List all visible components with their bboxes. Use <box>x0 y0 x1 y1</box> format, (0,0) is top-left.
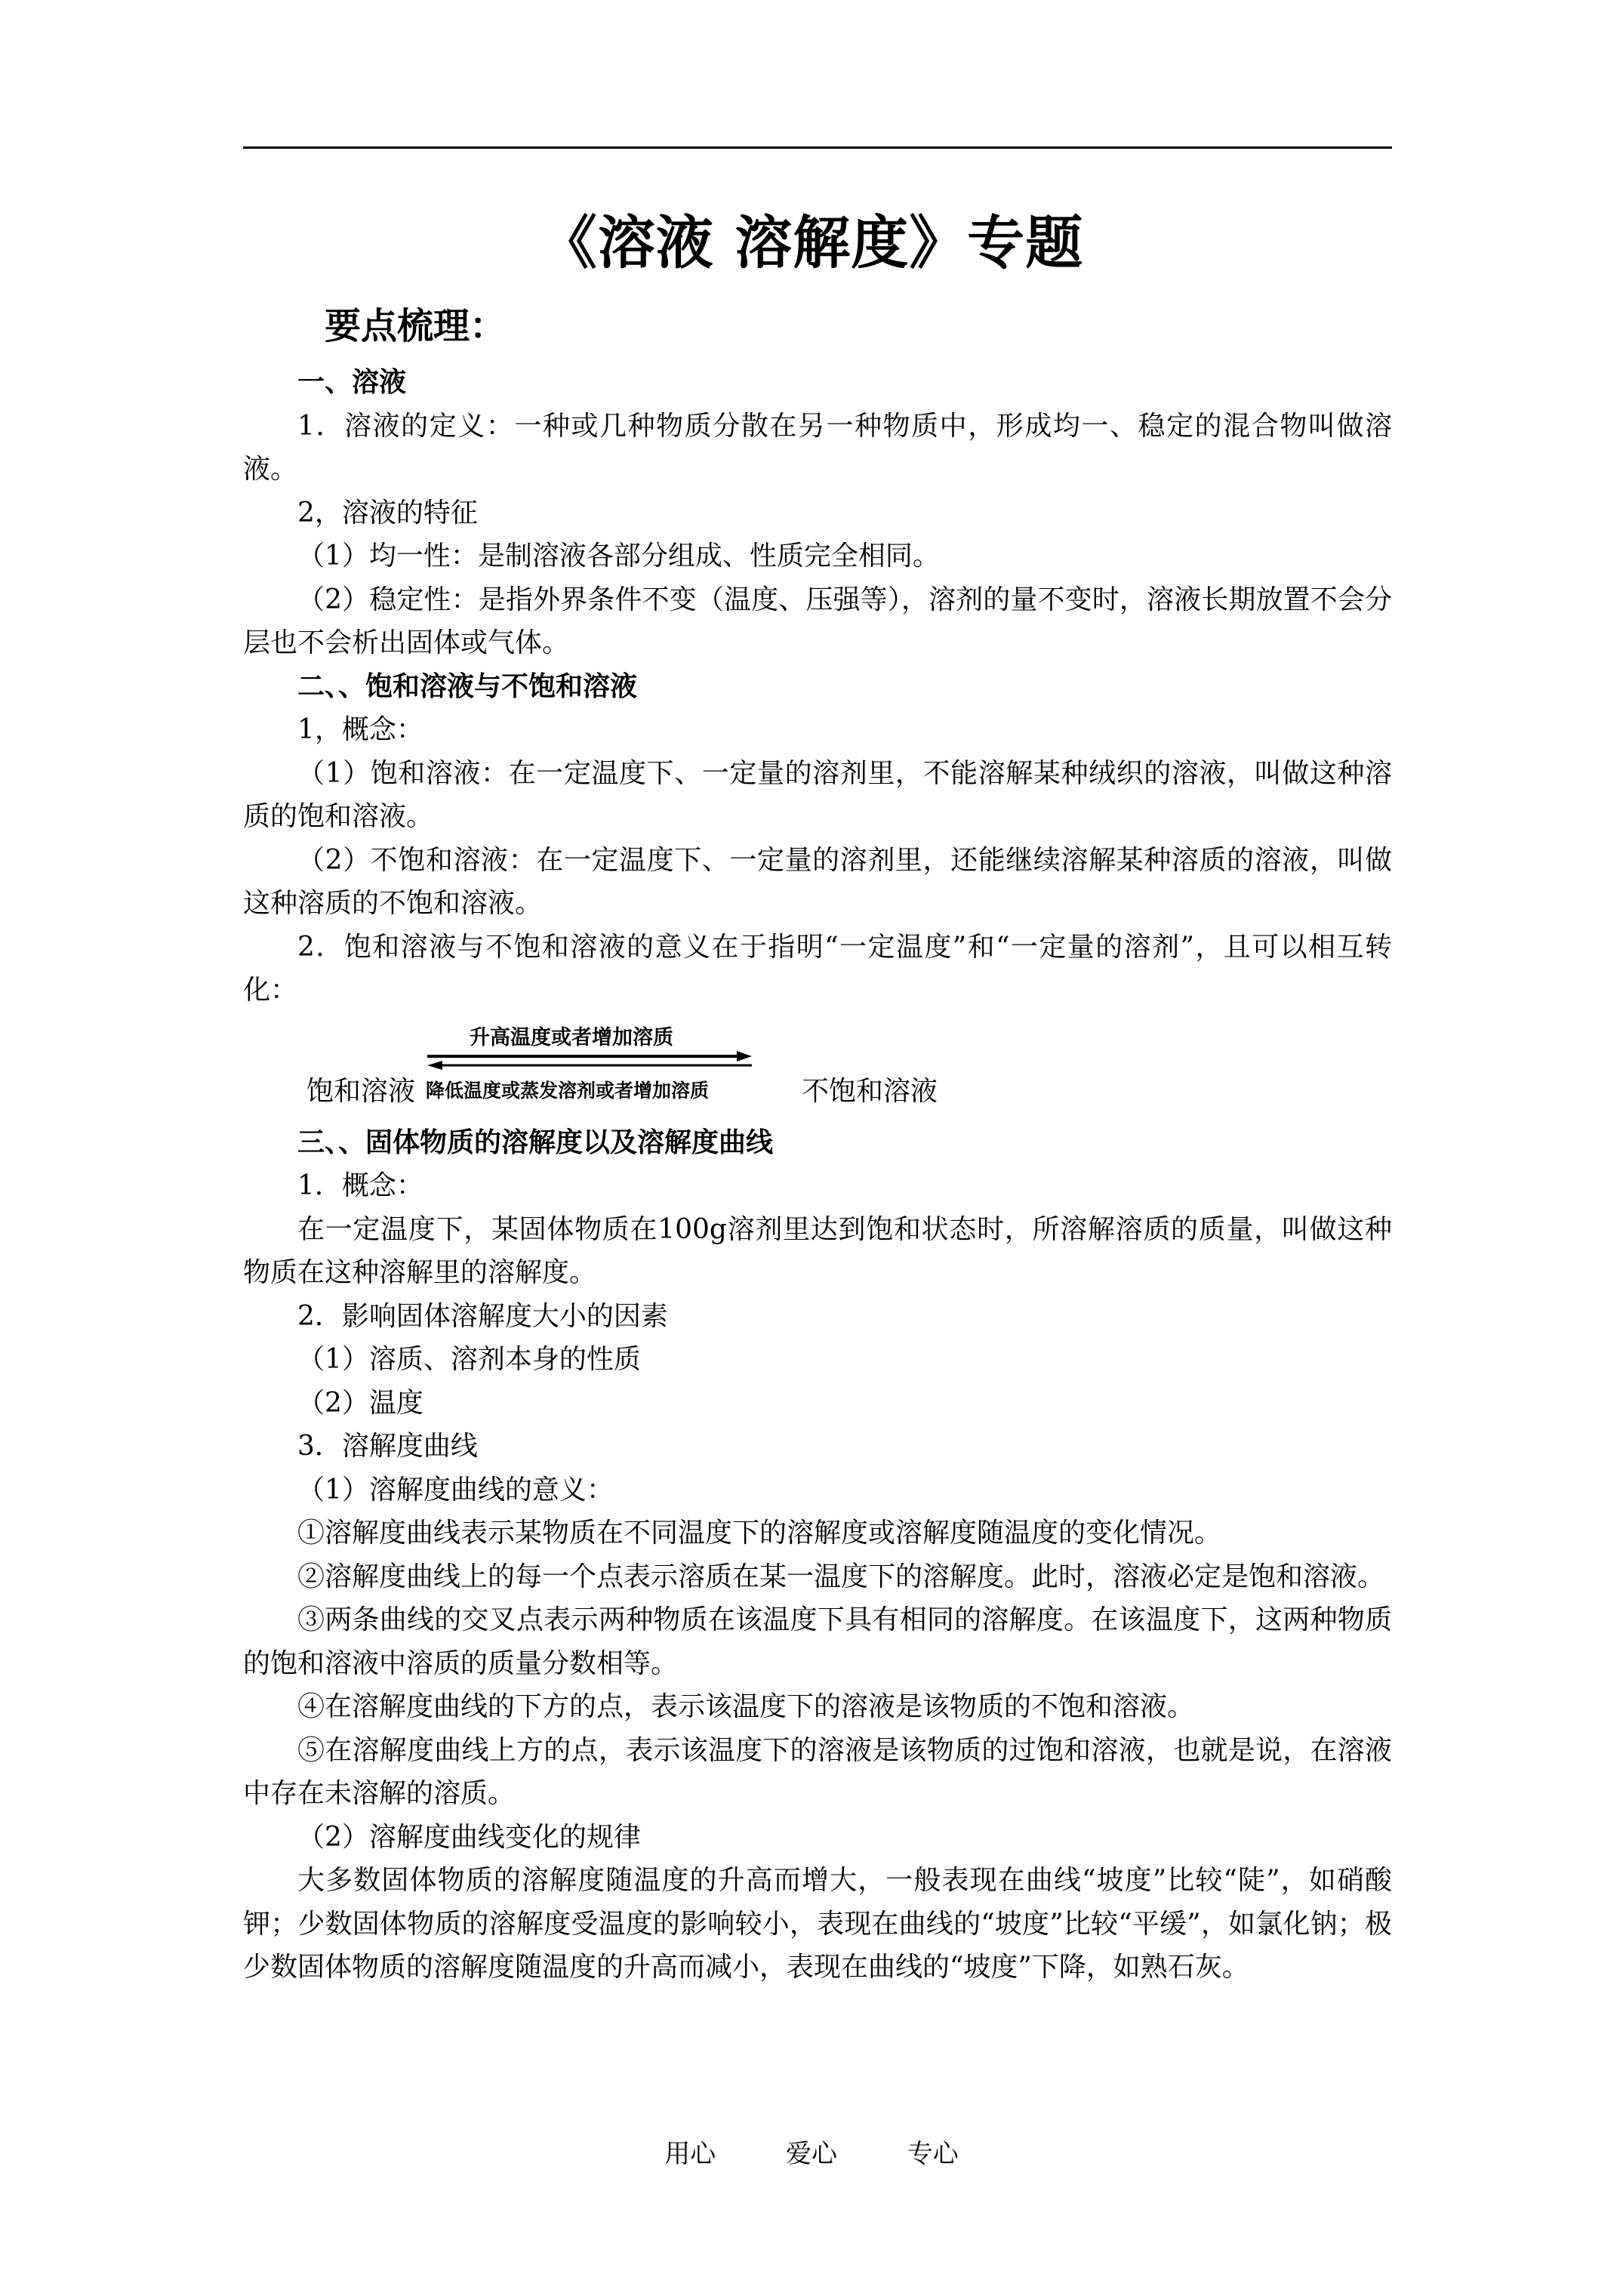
paragraph: ①溶解度曲线表示某物质在不同温度下的溶解度或溶解度随温度的变化情况。 <box>297 1518 1222 1549</box>
paragraph: 大多数固体物质的溶解度随温度的升高而增大，一般表现在曲线“坡度”比较“陡”，如硝酸钾；少数固体物质的溶解度受温度的影响较小，表现在曲线的“坡度”比较“平缓”，如氯化钠；极少数固体物质的溶解度随温度的升高而减小，表现在曲线的“坡度”下降，如熟石灰。 <box>243 1865 1392 1983</box>
forward-arrowhead <box>737 1051 752 1062</box>
paragraph: 1．概念： <box>297 1170 423 1201</box>
arrow-bottom-label: 降低温度或蒸发溶剂或者增加溶质 <box>426 1079 710 1102</box>
footer-text: 专心 <box>907 2139 959 2169</box>
conversion-arrows <box>424 1012 756 1121</box>
paragraph: （1）均一性：是制溶液各部分组成、性质完全相同。 <box>297 541 940 572</box>
paragraph: ⑤在溶解度曲线上方的点，表示该温度下的溶液是该物质的过饱和溶液，也就是说，在溶液中存在未溶解的溶质。 <box>243 1734 1392 1809</box>
paragraph: 2，溶液的特征 <box>297 497 478 529</box>
paragraph: （1）溶解度曲线的意义： <box>297 1474 614 1505</box>
page-title: 《溶液 溶解度》专题 <box>539 209 1084 276</box>
paragraph: （2）稳定性：是指外界条件不变（温度、压强等），溶剂的量不变时，溶液长期放置不会分层也不会析出固体或气体。 <box>243 584 1392 658</box>
conversion-diagram <box>243 1012 1392 1121</box>
page-footer <box>0 2135 1623 2173</box>
footer-text: 用心 <box>664 2139 716 2169</box>
paragraph: 2．饱和溶液与不饱和溶液的意义在于指明“一定温度”和“一定量的溶剂”，且可以相互转化： <box>243 931 1392 1006</box>
backward-arrowhead <box>427 1061 442 1070</box>
paragraph: 2．影响固体溶解度大小的因素 <box>297 1300 668 1332</box>
header-rule <box>243 146 1392 149</box>
paragraph: （2）不饱和溶液：在一定温度下、一定量的溶剂里，还能继续溶解某种溶质的溶液，叫做这种溶质的不饱和溶液。 <box>243 844 1392 919</box>
paragraph: （2）溶解度曲线变化的规律 <box>297 1821 641 1853</box>
paragraph: 1．溶液的定义：一种或几种物质分散在另一种物质中，形成均一、稳定的混合物叫做溶液。 <box>243 410 1392 485</box>
body-text <box>243 361 1392 1989</box>
paragraph: 在一定温度下，某固体物质在100g溶剂里达到饱和状态时，所溶解溶质的质量，叫做这种物质在这种溶解里的溶解度。 <box>243 1213 1392 1288</box>
unsaturated-label: 不饱和溶液 <box>802 1076 938 1107</box>
section-heading: 要点梳理： <box>325 305 507 347</box>
paragraph: （1）溶质、溶剂本身的性质 <box>297 1344 641 1375</box>
heading-solubility: 三、、固体物质的溶解度以及溶解度曲线 <box>297 1126 774 1158</box>
saturated-label: 饱和溶液 <box>306 1076 416 1107</box>
paragraph: ④在溶解度曲线的下方的点，表示该温度下的溶液是该物质的不饱和溶液。 <box>297 1691 1195 1722</box>
heading-saturated: 二、、饱和溶液与不饱和溶液 <box>297 670 638 702</box>
heading-solution: 一、溶液 <box>297 366 407 398</box>
paragraph: （2）温度 <box>297 1387 423 1419</box>
paragraph: 3．溶解度曲线 <box>297 1431 478 1462</box>
paragraph: （1）饱和溶液：在一定温度下、一定量的溶剂里，不能溶解某种绒织的溶液，叫做这种溶质的饱和溶液。 <box>243 757 1392 832</box>
paragraph: ②溶解度曲线上的每一个点表示溶质在某一温度下的溶解度。此时，溶液必定是饱和溶液。 <box>297 1561 1385 1592</box>
paragraph: 1，概念： <box>297 714 423 745</box>
paragraph: ③两条曲线的交叉点表示两种物质在该温度下具有相同的溶解度。在该温度下，这两种物质的饱和溶液中溶质的质量分数相等。 <box>243 1604 1392 1679</box>
arrow-top-label: 升高温度或者增加溶质 <box>470 1025 673 1049</box>
footer-text: 爱心 <box>786 2139 837 2169</box>
